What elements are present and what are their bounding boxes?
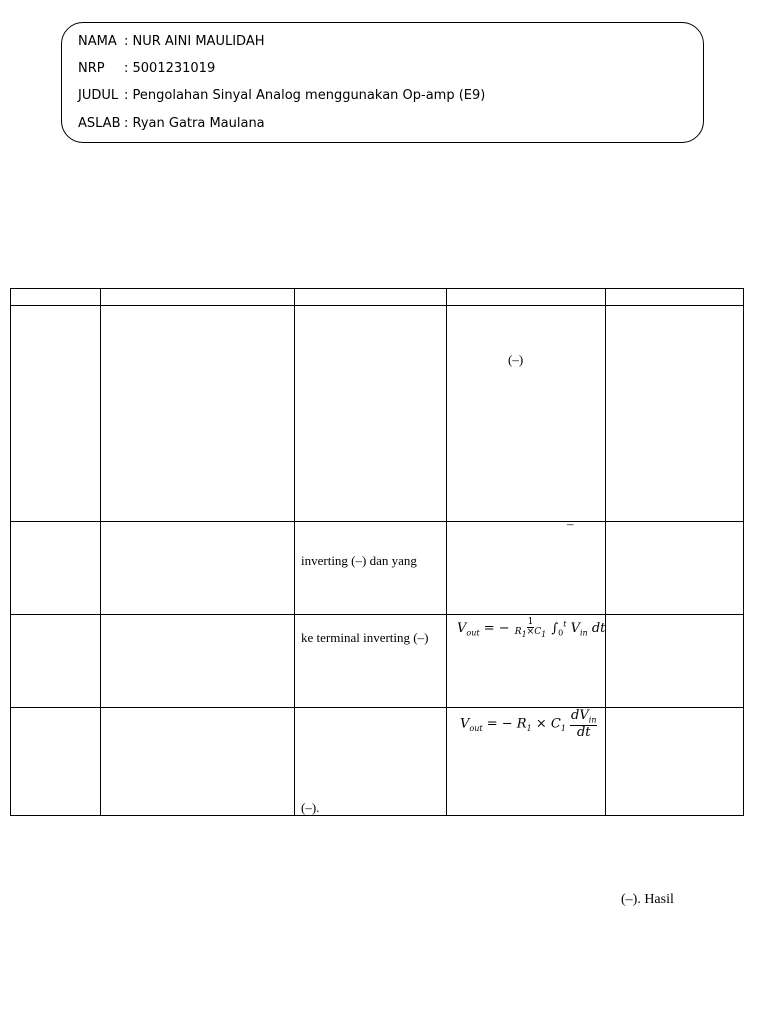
header-cell xyxy=(11,289,101,306)
nrp-value: : 5001231019 xyxy=(124,61,216,76)
table-cell xyxy=(606,708,744,816)
header-row-nama xyxy=(78,34,265,50)
closing-sign-text: (–). xyxy=(301,800,320,815)
integrator-formula: $V_{out}$ = − $\frac{1}{R_1\times C_1}$ $\int_0^t$ $V_{in}$ dt xyxy=(457,617,606,639)
nrp-label: NRP xyxy=(78,61,105,76)
nama-label: NAMA xyxy=(78,34,117,49)
table-cell xyxy=(295,522,447,615)
table-cell xyxy=(295,615,447,708)
table-cell xyxy=(11,522,101,615)
analysis-table xyxy=(10,288,744,816)
table-cell xyxy=(101,306,295,522)
header-row-judul xyxy=(78,88,485,104)
table-cell xyxy=(11,306,101,522)
judul-value: : Pengolahan Sinyal Analog menggunakan Op-amp (E9) xyxy=(124,88,486,103)
header-row-nrp xyxy=(78,61,215,77)
table-cell xyxy=(447,708,606,816)
header-cell xyxy=(101,289,295,306)
judul-label: JUDUL xyxy=(78,88,119,103)
table-cell xyxy=(101,708,295,816)
table-cell xyxy=(295,708,447,816)
aslab-value: : Ryan Gatra Maulana xyxy=(124,116,265,131)
table-row xyxy=(11,708,744,816)
table-cell xyxy=(101,522,295,615)
table-cell xyxy=(101,615,295,708)
table-cell xyxy=(606,306,744,522)
table-cell xyxy=(11,708,101,816)
table-cell xyxy=(295,306,447,522)
header-row-aslab xyxy=(78,116,265,132)
table-cell xyxy=(11,615,101,708)
table-cell xyxy=(447,615,606,708)
differentiator-formula: $V_{out}$ = − $R_1 \times C_1$ $\frac{dV_{in}}{dt}$ xyxy=(460,708,597,740)
header-cell xyxy=(606,289,744,306)
table-header-row xyxy=(11,289,744,306)
table-cell xyxy=(606,615,744,708)
nama-value: : NUR AINI MAULIDAH xyxy=(124,34,265,49)
result-text: (–). Hasil xyxy=(621,892,674,907)
table-cell xyxy=(447,306,606,522)
header-cell xyxy=(447,289,606,306)
inverting-text: inverting (–) dan yang xyxy=(301,553,417,568)
aslab-label: ASLAB xyxy=(78,116,121,131)
table-cell xyxy=(447,516,606,615)
inverting-sign-text: (–) xyxy=(508,352,524,367)
table-row xyxy=(11,615,744,708)
header-cell xyxy=(295,289,447,306)
terminal-inverting-text: ke terminal inverting (–) xyxy=(301,630,429,645)
table-row xyxy=(11,522,744,615)
table-cell xyxy=(606,522,744,615)
table-row xyxy=(11,306,744,522)
minus-mark: – xyxy=(567,516,574,531)
